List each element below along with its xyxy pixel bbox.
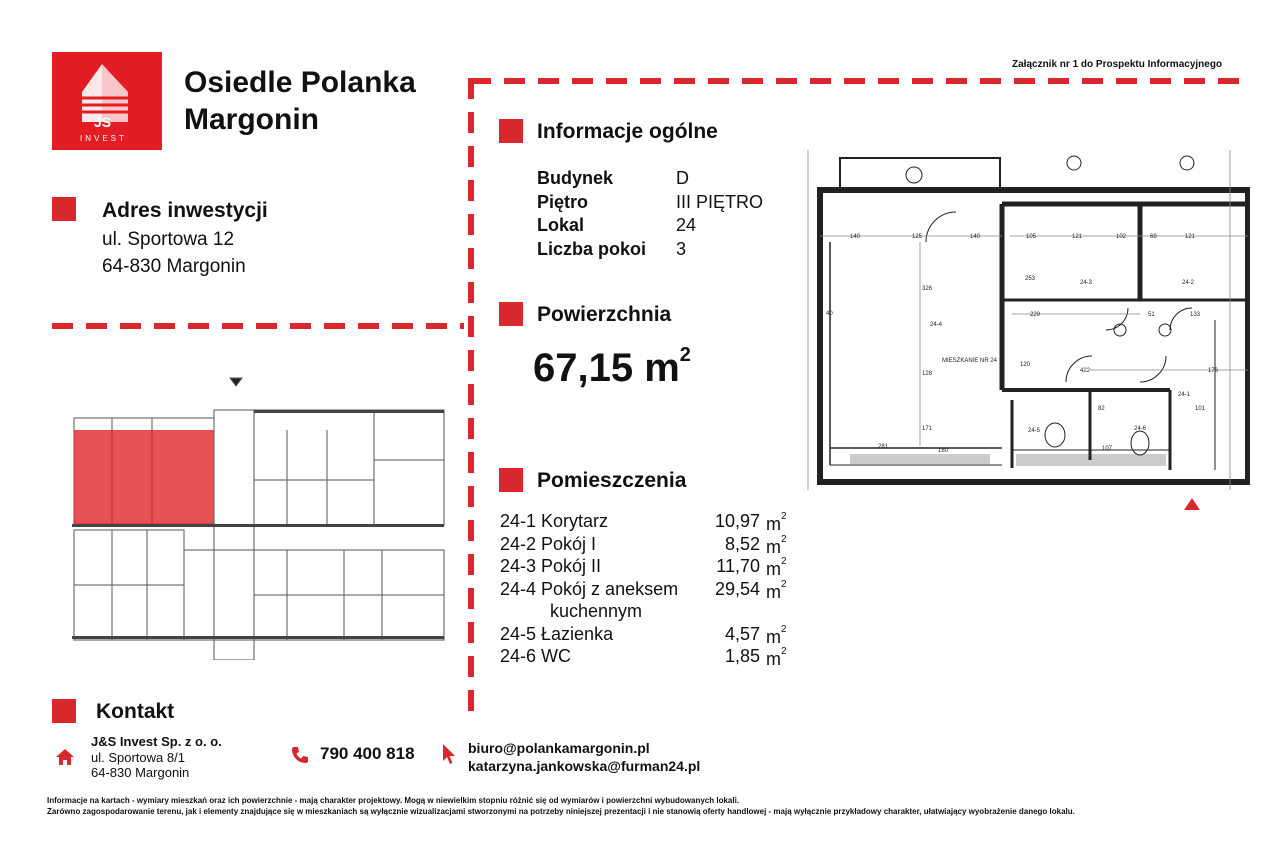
north-arrow-icon (1184, 498, 1200, 510)
home-icon (55, 748, 75, 771)
room-area: 4,57 (724, 623, 760, 644)
room-area: 1,85 (724, 646, 760, 666)
building-floor-plan (72, 370, 452, 660)
project-title (184, 64, 416, 138)
room-area: 11,70 (716, 556, 760, 576)
flat-label: MIESZKANIE NR 24 (942, 358, 998, 364)
company-logo (52, 52, 162, 150)
info-row-floor (537, 191, 764, 215)
disclaimer-line2: Zarówno zagospodarowanie terenu, jak i elementy znajdujące się w mieszkaniach są wyłącznie wizualizacjami stworzonymi na potrzeby niniejszej prezentacji i nie stanowią oferty handlowej - mają wyłącznie przykładowy charakter, ułatwiający wyobrażenie danego lokalu. (47, 806, 1075, 816)
svg-text:125: 125 (912, 234, 923, 240)
contact-heading: Kontakt (96, 700, 175, 723)
room-unit: $m^2$ (766, 646, 787, 669)
room-area: 8,52 (724, 533, 760, 554)
room-unit: $m^2$ (766, 578, 787, 602)
highlighted-unit (74, 430, 214, 524)
svg-text:120: 120 (1020, 362, 1031, 368)
svg-text:171: 171 (922, 426, 933, 432)
address-city: 64-830 Margonin (102, 256, 246, 277)
company-address (91, 734, 222, 781)
divider-left (52, 323, 464, 329)
contact-bullet (52, 699, 76, 723)
info-row-building (537, 167, 689, 191)
info-row-rooms (537, 238, 687, 262)
room-name: 24-5 Łazienka (500, 623, 614, 644)
apartment-floor-plan (790, 150, 1250, 518)
address-heading: Adres inwestycji (102, 199, 268, 222)
room-label-24-1: 24-1 (1178, 392, 1191, 398)
area-unit-sup: 2 (679, 343, 691, 366)
general-info-list (537, 167, 764, 261)
email-agent[interactable]: katarzyna.jankowska@furman24.pl (468, 757, 701, 774)
room-label-24-4: 24-4 (930, 322, 943, 328)
info-row-unit (537, 214, 697, 238)
info-value: D (676, 168, 689, 188)
room-name: 24-4 Pokój z aneksem (500, 578, 679, 599)
area-bullet (499, 302, 523, 326)
general-bullet (499, 119, 523, 143)
divider-vertical (468, 78, 474, 723)
svg-text:121: 121 (1072, 234, 1083, 240)
svg-text:140: 140 (850, 234, 861, 240)
info-label: Piętro (537, 191, 589, 212)
room-unit: $m^2$ (766, 556, 787, 579)
room-name: 24-2 Pokój I (500, 533, 597, 554)
room-row-continuation (500, 600, 790, 623)
svg-text:121: 121 (1185, 234, 1196, 240)
rooms-list (500, 510, 790, 668)
disclaimer (47, 796, 1075, 817)
rooms-bullet (499, 468, 523, 492)
svg-text:128: 128 (922, 371, 933, 377)
room-name: 24-1 Korytarz (500, 511, 609, 531)
disclaimer-line1: Informacje na kartach - wymiary mieszkań oraz ich powierzchnie - mają charakter projektowy. Mogą w niewielkim stopniu różnić się od wymiarów i powierzchni wybudowanych lokali. (47, 796, 740, 805)
divider-top (470, 78, 1248, 84)
info-label: Liczba pokoi (537, 238, 647, 259)
company-street: ul. Sportowa 8/1 (91, 749, 185, 765)
address-street: ul. Sportowa 12 (102, 229, 235, 250)
svg-text:40: 40 (826, 311, 833, 317)
svg-text:82: 82 (1098, 406, 1105, 412)
phone-number[interactable]: 790 400 818 (320, 744, 415, 763)
info-value: 24 (676, 215, 697, 235)
svg-text:253: 253 (1025, 276, 1036, 282)
svg-text:281: 281 (878, 444, 889, 450)
apartment-plan-drawing (790, 150, 1250, 518)
room-row (500, 555, 790, 578)
svg-text:105: 105 (1026, 234, 1037, 240)
svg-text:69: 69 (1150, 234, 1157, 240)
room-area: 10,97 (714, 511, 760, 531)
project-title-line1: Osiedle Polanka (184, 66, 416, 99)
room-row (500, 578, 790, 601)
svg-text:140: 140 (970, 234, 981, 240)
svg-text:422: 422 (1080, 368, 1091, 374)
svg-text:180: 180 (938, 448, 949, 454)
svg-text:229: 229 (1030, 312, 1041, 318)
room-name-cont: kuchennym (550, 601, 643, 621)
company-name: J&S Invest Sp. z o. o. (91, 734, 222, 749)
email-list (468, 740, 700, 775)
room-row (500, 623, 790, 646)
room-label-24-3: 24-3 (1080, 280, 1093, 286)
area-heading: Powierzchnia (537, 303, 672, 326)
rooms-heading: Pomieszczenia (537, 469, 687, 492)
info-value: 3 (676, 238, 687, 259)
svg-text:51: 51 (1148, 312, 1155, 318)
svg-text:101: 101 (1195, 406, 1206, 412)
svg-text:176: 176 (1208, 368, 1219, 374)
svg-text:326: 326 (922, 286, 933, 292)
info-value: III PIĘTRO (676, 191, 764, 212)
area-total (533, 343, 691, 391)
email-office[interactable]: biuro@polankamargonin.pl (468, 740, 650, 756)
building-plan-drawing (72, 370, 452, 660)
room-row (500, 645, 790, 668)
room-name: 24-6 WC (500, 646, 572, 666)
logo-subtext: INVEST (80, 134, 127, 143)
svg-text:107: 107 (1102, 446, 1113, 452)
logo-text: JS (94, 114, 112, 130)
company-city: 64-830 Margonin (91, 765, 190, 780)
project-title-line2: Margonin (184, 103, 319, 136)
info-label: Lokal (537, 215, 585, 235)
room-unit: $m^2$ (766, 533, 787, 557)
svg-text:102: 102 (1116, 234, 1127, 240)
room-unit: $m^2$ (766, 623, 787, 647)
area-value: 67,15 m (533, 346, 680, 390)
annex-label: Załącznik nr 1 do Prospektu Informacyjnego (1012, 59, 1223, 70)
room-name: 24-3 Pokój II (500, 556, 602, 576)
general-heading: Informacje ogólne (537, 120, 718, 143)
room-label-24-6: 24-6 (1134, 426, 1147, 432)
room-unit: $m^2$ (766, 511, 787, 534)
info-label: Budynek (537, 168, 614, 188)
svg-text:133: 133 (1190, 312, 1201, 318)
phone-icon (290, 745, 310, 770)
cursor-icon (441, 743, 457, 770)
address-bullet (52, 197, 76, 221)
room-row (500, 533, 790, 556)
room-label-24-2: 24-2 (1182, 280, 1195, 286)
room-row (500, 510, 790, 533)
room-label-24-5: 24-5 (1028, 428, 1041, 434)
room-area: 29,54 (714, 578, 760, 599)
